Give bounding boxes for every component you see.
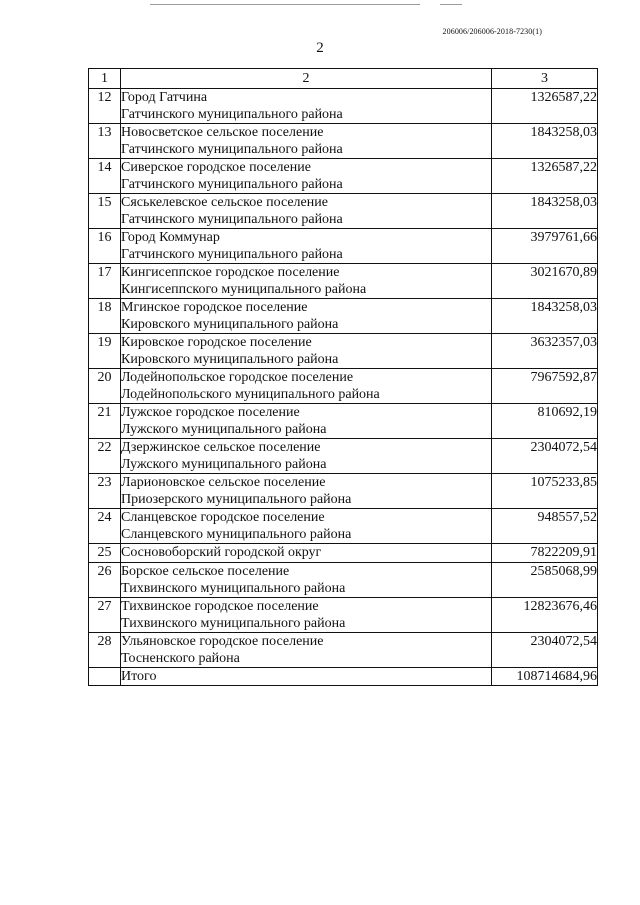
table-row bbox=[89, 124, 598, 159]
amount-value: 1843258,03 bbox=[492, 124, 598, 159]
table-row bbox=[89, 598, 598, 633]
settlement-name: Город Гатчина bbox=[121, 90, 208, 105]
document-code: 206006/206006-2018-7230(1) bbox=[442, 27, 542, 36]
municipality-name bbox=[121, 264, 492, 299]
amount-value: 1075233,85 bbox=[492, 474, 598, 509]
row-number: 28 bbox=[89, 633, 121, 668]
district-name: Гатчинского муниципального района bbox=[121, 177, 343, 192]
amount-value: 1843258,03 bbox=[492, 299, 598, 334]
page-number: 2 bbox=[316, 40, 324, 56]
municipality-name bbox=[121, 598, 492, 633]
district-name: Тосненского района bbox=[121, 651, 240, 666]
scan-edge-line bbox=[440, 4, 462, 5]
settlement-name: Лужское городское поселение bbox=[121, 405, 300, 420]
amount-value: 7967592,87 bbox=[492, 369, 598, 404]
district-name: Лужского муниципального района bbox=[121, 457, 327, 472]
table-row bbox=[89, 334, 598, 369]
district-name: Кировского муниципального района bbox=[121, 352, 339, 367]
row-number: 15 bbox=[89, 194, 121, 229]
settlement-name: Сланцевское городское поселение bbox=[121, 510, 325, 525]
district-name: Приозерского муниципального района bbox=[121, 492, 352, 507]
table-row bbox=[89, 474, 598, 509]
municipality-name bbox=[121, 159, 492, 194]
municipality-name bbox=[121, 439, 492, 474]
amount-value: 12823676,46 bbox=[492, 598, 598, 633]
table-row bbox=[89, 369, 598, 404]
row-number: 25 bbox=[89, 544, 121, 563]
settlement-name: Город Коммунар bbox=[121, 230, 220, 245]
row-number: 14 bbox=[89, 159, 121, 194]
settlement-name: Новосветское сельское поселение bbox=[121, 125, 324, 140]
municipality-name bbox=[121, 124, 492, 159]
settlement-name: Кингисеппское городское поселение bbox=[121, 265, 340, 280]
municipality-name bbox=[121, 194, 492, 229]
row-number: 26 bbox=[89, 563, 121, 598]
table-body bbox=[89, 89, 598, 686]
amount-value: 7822209,91 bbox=[492, 544, 598, 563]
settlement-name: Сиверское городское поселение bbox=[121, 160, 311, 175]
table-row bbox=[89, 404, 598, 439]
row-number: 18 bbox=[89, 299, 121, 334]
row-number: 21 bbox=[89, 404, 121, 439]
municipality-name bbox=[121, 404, 492, 439]
settlement-name: Дзержинское сельское поселение bbox=[121, 440, 321, 455]
table-row bbox=[89, 563, 598, 598]
municipality-name bbox=[121, 299, 492, 334]
row-number: 17 bbox=[89, 264, 121, 299]
total-number bbox=[89, 668, 121, 686]
table-row bbox=[89, 299, 598, 334]
settlement-name: Сяськелевское сельское поселение bbox=[121, 195, 328, 210]
amount-value: 1326587,22 bbox=[492, 159, 598, 194]
settlement-name: Ульяновское городское поселение bbox=[121, 634, 324, 649]
municipality-name bbox=[121, 544, 492, 563]
amount-value: 3632357,03 bbox=[492, 334, 598, 369]
table-row bbox=[89, 439, 598, 474]
row-number: 19 bbox=[89, 334, 121, 369]
column-header-number: 1 bbox=[89, 69, 121, 89]
municipality-name bbox=[121, 474, 492, 509]
district-name: Лужского муниципального района bbox=[121, 422, 327, 437]
amount-value: 1843258,03 bbox=[492, 194, 598, 229]
amount-value: 948557,52 bbox=[492, 509, 598, 544]
table-row bbox=[89, 89, 598, 124]
municipality-name bbox=[121, 563, 492, 598]
row-number: 24 bbox=[89, 509, 121, 544]
municipality-name bbox=[121, 509, 492, 544]
district-name: Гатчинского муниципального района bbox=[121, 247, 343, 262]
table-row bbox=[89, 194, 598, 229]
municipality-name bbox=[121, 334, 492, 369]
settlement-name: Мгинское городское поселение bbox=[121, 300, 308, 315]
settlement-name: Борское сельское поселение bbox=[121, 564, 290, 579]
amount-value: 1326587,22 bbox=[492, 89, 598, 124]
district-name: Лодейнопольского муниципального района bbox=[121, 387, 380, 402]
district-name: Кингисеппского муниципального района bbox=[121, 282, 367, 297]
table-row bbox=[89, 159, 598, 194]
district-name: Сланцевского муниципального района bbox=[121, 527, 352, 542]
settlement-name: Ларионовское сельское поселение bbox=[121, 475, 326, 490]
column-header-name: 2 bbox=[121, 69, 492, 89]
municipality-name bbox=[121, 369, 492, 404]
table-header-row bbox=[89, 69, 598, 89]
table-row bbox=[89, 544, 598, 563]
municipality-name bbox=[121, 633, 492, 668]
table-row bbox=[89, 264, 598, 299]
municipality-name bbox=[121, 89, 492, 124]
amount-value: 2585068,99 bbox=[492, 563, 598, 598]
amount-value: 2304072,54 bbox=[492, 439, 598, 474]
row-number: 13 bbox=[89, 124, 121, 159]
district-name: Гатчинского муниципального района bbox=[121, 142, 343, 157]
row-number: 27 bbox=[89, 598, 121, 633]
municipality-name bbox=[121, 229, 492, 264]
row-number: 16 bbox=[89, 229, 121, 264]
allocation-table bbox=[88, 68, 598, 686]
total-label: Итого bbox=[121, 668, 492, 686]
total-row bbox=[89, 668, 598, 686]
amount-value: 810692,19 bbox=[492, 404, 598, 439]
row-number: 20 bbox=[89, 369, 121, 404]
total-value: 108714684,96 bbox=[492, 668, 598, 686]
row-number: 12 bbox=[89, 89, 121, 124]
settlement-name: Тихвинское городское поселение bbox=[121, 599, 319, 614]
settlement-name: Сосновоборский городской округ bbox=[121, 545, 322, 560]
amount-value: 2304072,54 bbox=[492, 633, 598, 668]
table-row bbox=[89, 509, 598, 544]
amount-value: 3979761,66 bbox=[492, 229, 598, 264]
district-name: Тихвинского муниципального района bbox=[121, 581, 346, 596]
table-row bbox=[89, 229, 598, 264]
scan-edge-line bbox=[150, 4, 420, 5]
district-name: Тихвинского муниципального района bbox=[121, 616, 346, 631]
column-header-value: 3 bbox=[492, 69, 598, 89]
settlement-name: Лодейнопольское городское поселение bbox=[121, 370, 354, 385]
row-number: 23 bbox=[89, 474, 121, 509]
settlement-name: Кировское городское поселение bbox=[121, 335, 312, 350]
row-number: 22 bbox=[89, 439, 121, 474]
table-row bbox=[89, 633, 598, 668]
district-name: Гатчинского муниципального района bbox=[121, 107, 343, 122]
amount-value: 3021670,89 bbox=[492, 264, 598, 299]
district-name: Гатчинского муниципального района bbox=[121, 212, 343, 227]
district-name: Кировского муниципального района bbox=[121, 317, 339, 332]
